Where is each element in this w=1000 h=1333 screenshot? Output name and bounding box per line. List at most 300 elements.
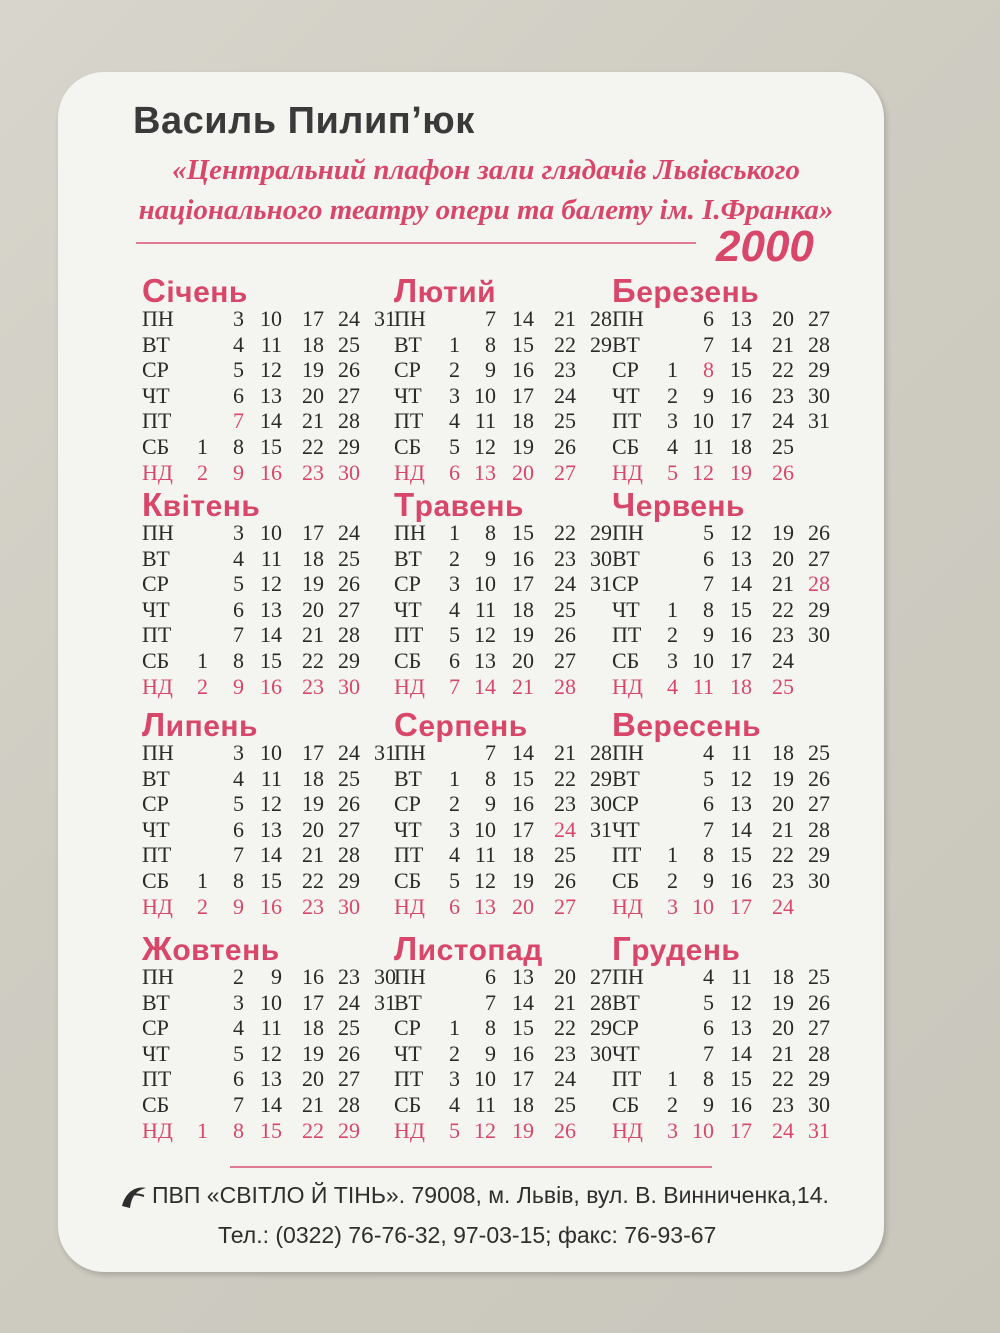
date-cell: 14 (512, 306, 534, 331)
weekday-label: СР (394, 571, 421, 597)
week-row (394, 740, 644, 766)
date-cell: 10 (692, 408, 714, 434)
week-row (142, 306, 396, 332)
date-cell: 8 (485, 1015, 496, 1041)
date-cell: 13 (730, 1015, 752, 1041)
date-cell: 27 (338, 816, 360, 842)
week-row (612, 408, 862, 434)
date-cell: 3 (449, 1066, 460, 1092)
date-cell: 1 (667, 1066, 678, 1092)
date-cell: 12 (730, 989, 752, 1015)
date-cell: 13 (260, 1066, 282, 1092)
date-cell: 4 (449, 408, 460, 434)
date-cell: 13 (512, 964, 534, 989)
date-cell: 23 (302, 459, 324, 485)
week-row (142, 842, 392, 868)
date-cell: 29 (590, 765, 612, 791)
weekday-label: ЧТ (394, 596, 422, 622)
weekday-label: СБ (142, 433, 170, 459)
date-cell: 20 (512, 459, 534, 485)
date-cell: 12 (260, 1040, 282, 1066)
calendar-year: 2000 (716, 222, 814, 271)
date-cell: 3 (233, 520, 244, 545)
week-row (142, 597, 392, 623)
date-cell: 8 (703, 357, 714, 383)
date-cell: 30 (808, 1091, 830, 1117)
month-block (394, 272, 644, 485)
date-cell: 4 (449, 842, 460, 868)
date-cell: 5 (233, 357, 244, 383)
date-cell: 25 (338, 765, 360, 791)
date-cell: 13 (474, 459, 496, 485)
week-row (612, 791, 862, 817)
date-cell: 26 (808, 765, 830, 791)
weekday-label: ПН (394, 306, 426, 331)
date-cell: 30 (808, 867, 830, 893)
month-name: Серпень (394, 706, 528, 743)
date-cell: 1 (449, 1015, 460, 1041)
date-cell: 7 (703, 571, 714, 597)
date-cell: 21 (554, 989, 576, 1015)
date-cell: 4 (233, 545, 244, 571)
weekday-label: ЧТ (612, 816, 640, 842)
date-cell: 29 (338, 1117, 360, 1143)
date-cell: 30 (338, 459, 360, 485)
date-cell: 8 (703, 842, 714, 868)
date-cell: 19 (772, 520, 794, 545)
week-row (612, 1092, 862, 1118)
date-cell: 18 (512, 596, 534, 622)
date-cell: 21 (772, 331, 794, 357)
week-row (142, 332, 392, 358)
week-row (394, 1092, 644, 1118)
date-cell: 12 (692, 459, 714, 485)
date-cell: 6 (233, 1066, 244, 1092)
date-cell: 25 (772, 433, 794, 459)
week-row (394, 1066, 644, 1092)
week-row (394, 894, 644, 920)
date-cell: 4 (233, 765, 244, 791)
month-name: Червень (612, 486, 745, 523)
date-cell: 5 (449, 1117, 460, 1143)
date-cell: 28 (554, 673, 576, 699)
week-row (142, 546, 392, 572)
date-cell: 27 (554, 459, 576, 485)
weekday-label: ВТ (612, 545, 640, 571)
date-cell: 20 (772, 306, 794, 331)
week-row (142, 1015, 392, 1041)
date-cell: 20 (772, 791, 794, 817)
date-cell: 7 (703, 331, 714, 357)
date-cell: 6 (449, 647, 460, 673)
date-cell: 1 (667, 596, 678, 622)
date-cell: 18 (772, 964, 794, 989)
date-cell: 18 (772, 740, 794, 765)
week-row (612, 674, 862, 700)
date-cell: 12 (474, 622, 496, 648)
date-cell: 28 (338, 408, 360, 434)
date-cell: 25 (338, 1015, 360, 1041)
weekday-label: ЧТ (142, 596, 170, 622)
week-row (394, 546, 644, 572)
weekday-label: ВТ (142, 989, 170, 1015)
date-cell: 21 (772, 571, 794, 597)
date-cell: 31 (808, 1117, 830, 1143)
date-cell: 30 (590, 1040, 612, 1066)
date-cell: 12 (730, 520, 752, 545)
date-cell: 7 (485, 306, 496, 331)
date-cell: 21 (772, 816, 794, 842)
weekday-label: ВТ (612, 765, 640, 791)
week-row (612, 332, 862, 358)
date-cell: 21 (512, 673, 534, 699)
date-cell: 25 (338, 545, 360, 571)
weekday-label: ВТ (394, 545, 422, 571)
date-cell: 27 (554, 893, 576, 919)
date-cell: 19 (772, 765, 794, 791)
date-cell: 13 (260, 596, 282, 622)
week-row (612, 964, 862, 990)
date-cell: 21 (772, 1040, 794, 1066)
date-cell: 20 (302, 596, 324, 622)
date-cell: 9 (703, 1091, 714, 1117)
date-cell: 2 (449, 791, 460, 817)
week-row (612, 1015, 862, 1041)
date-cell: 26 (338, 357, 360, 383)
week-row (142, 434, 392, 460)
week-row (142, 766, 392, 792)
date-cell: 26 (808, 989, 830, 1015)
date-cell: 26 (772, 459, 794, 485)
weekday-label: НД (394, 673, 425, 699)
date-cell: 31 (808, 408, 830, 434)
weekday-label: ПН (394, 520, 426, 545)
week-row (142, 817, 392, 843)
date-cell: 11 (730, 740, 752, 765)
weekday-label: ЧТ (612, 596, 640, 622)
date-cell: 9 (485, 791, 496, 817)
date-cell: 23 (772, 622, 794, 648)
week-row (612, 990, 862, 1016)
date-cell: 11 (260, 1015, 282, 1041)
week-row (612, 622, 862, 648)
date-cell: 29 (808, 357, 830, 383)
date-cell: 26 (338, 791, 360, 817)
week-row (142, 1066, 392, 1092)
date-cell: 30 (808, 382, 830, 408)
date-cell: 15 (260, 647, 282, 673)
date-cell: 2 (667, 622, 678, 648)
weekday-label: НД (394, 459, 425, 485)
weekday-label: ЧТ (394, 816, 422, 842)
date-cell: 10 (260, 740, 282, 765)
date-cell: 8 (233, 647, 244, 673)
month-block (142, 486, 392, 699)
week-row (142, 460, 392, 486)
weekday-label: ПН (142, 964, 174, 989)
publisher-logo-icon (118, 1184, 148, 1210)
date-cell: 17 (730, 893, 752, 919)
weekday-label: НД (142, 459, 173, 485)
date-cell: 27 (808, 545, 830, 571)
date-cell: 13 (730, 306, 752, 331)
week-row (142, 408, 392, 434)
date-cell: 24 (772, 893, 794, 919)
date-cell: 11 (474, 596, 496, 622)
month-name: Січень (142, 272, 248, 309)
weekday-label: ПТ (142, 842, 172, 868)
date-cell: 18 (512, 1091, 534, 1117)
weekday-label: НД (142, 893, 173, 919)
week-row (394, 383, 644, 409)
date-cell: 6 (703, 545, 714, 571)
weekday-label: ПТ (612, 622, 642, 648)
date-cell: 28 (590, 989, 612, 1015)
weekday-label: ПТ (142, 408, 172, 434)
date-cell: 17 (512, 816, 534, 842)
month-block (394, 486, 644, 699)
month-block (394, 930, 644, 1143)
date-cell: 15 (512, 331, 534, 357)
date-cell: 22 (772, 842, 794, 868)
date-cell: 19 (512, 433, 534, 459)
month-name: Липень (142, 706, 258, 743)
date-cell: 30 (590, 791, 612, 817)
week-row (394, 571, 644, 597)
date-cell: 11 (692, 673, 714, 699)
week-row (612, 520, 862, 546)
date-cell: 10 (474, 382, 496, 408)
month-block (612, 706, 862, 919)
date-cell: 1 (667, 357, 678, 383)
weekday-label: ПТ (142, 622, 172, 648)
date-cell: 22 (772, 1066, 794, 1092)
date-cell: 11 (692, 433, 714, 459)
publisher-address (118, 1182, 878, 1210)
week-row (612, 546, 862, 572)
weekday-label: ВТ (142, 331, 170, 357)
date-cell: 9 (485, 545, 496, 571)
weekday-label: ПН (612, 306, 644, 331)
weekday-label: СР (612, 571, 639, 597)
month-name: Грудень (612, 930, 741, 967)
date-cell: 15 (730, 596, 752, 622)
date-cell: 11 (260, 765, 282, 791)
date-cell: 28 (590, 740, 612, 765)
date-cell: 15 (512, 765, 534, 791)
weekday-label: СР (612, 357, 639, 383)
weekday-label: ЧТ (612, 1040, 640, 1066)
date-cell: 7 (233, 622, 244, 648)
week-row (612, 571, 862, 597)
date-cell: 21 (302, 1091, 324, 1117)
date-cell: 31 (590, 571, 612, 597)
date-cell: 18 (302, 331, 324, 357)
date-cell: 25 (338, 331, 360, 357)
weekday-label: СР (612, 1015, 639, 1041)
date-cell: 13 (730, 791, 752, 817)
date-cell: 6 (703, 791, 714, 817)
month-block (142, 706, 396, 919)
week-row (612, 357, 862, 383)
date-cell: 30 (808, 622, 830, 648)
date-cell: 4 (703, 964, 714, 989)
weekday-label: ЧТ (142, 382, 170, 408)
weekday-label: ЧТ (394, 1040, 422, 1066)
date-cell: 23 (554, 791, 576, 817)
date-cell: 18 (730, 433, 752, 459)
date-cell: 17 (302, 520, 324, 545)
artwork-title-line1: «Центральний плафон зали глядачів Львівського (172, 154, 800, 186)
date-cell: 19 (512, 867, 534, 893)
date-cell: 25 (554, 596, 576, 622)
weekday-label: ЧТ (142, 1040, 170, 1066)
week-row (394, 791, 644, 817)
date-cell: 16 (512, 545, 534, 571)
week-row (394, 766, 644, 792)
week-row (394, 842, 644, 868)
week-row (142, 520, 392, 546)
date-cell: 18 (512, 408, 534, 434)
date-cell: 29 (338, 433, 360, 459)
date-cell: 3 (233, 306, 244, 331)
date-cell: 10 (260, 989, 282, 1015)
date-cell: 18 (302, 545, 324, 571)
date-cell: 7 (703, 816, 714, 842)
week-row (612, 597, 862, 623)
date-cell: 10 (474, 816, 496, 842)
date-cell: 14 (512, 740, 534, 765)
date-cell: 6 (233, 816, 244, 842)
date-cell: 17 (302, 740, 324, 765)
date-cell: 16 (260, 893, 282, 919)
date-cell: 16 (730, 1091, 752, 1117)
date-cell: 25 (554, 408, 576, 434)
date-cell: 4 (449, 1091, 460, 1117)
week-row (612, 740, 862, 766)
weekday-label: ЧТ (612, 382, 640, 408)
weekday-label: НД (612, 673, 643, 699)
date-cell: 28 (338, 622, 360, 648)
date-cell: 29 (590, 331, 612, 357)
date-cell: 27 (808, 791, 830, 817)
week-row (612, 1041, 862, 1067)
month-name: Лютий (394, 272, 497, 309)
date-cell: 3 (449, 816, 460, 842)
date-cell: 27 (338, 382, 360, 408)
date-cell: 28 (808, 571, 830, 597)
date-cell: 8 (485, 331, 496, 357)
date-cell: 19 (302, 791, 324, 817)
date-cell: 8 (485, 520, 496, 545)
week-row (394, 1118, 644, 1144)
date-cell: 24 (338, 989, 360, 1015)
date-cell: 14 (260, 622, 282, 648)
week-row (394, 332, 644, 358)
date-cell: 27 (338, 1066, 360, 1092)
date-cell: 11 (260, 331, 282, 357)
weekday-label: СБ (394, 867, 422, 893)
date-cell: 6 (485, 964, 496, 989)
weekday-label: ВТ (142, 765, 170, 791)
date-cell: 16 (512, 791, 534, 817)
weekday-label: СБ (612, 1091, 640, 1117)
date-cell: 24 (554, 571, 576, 597)
date-cell: 17 (302, 989, 324, 1015)
date-cell: 9 (233, 893, 244, 919)
weekday-label: СР (142, 791, 169, 817)
weekday-label: ПТ (612, 408, 642, 434)
date-cell: 18 (730, 673, 752, 699)
date-cell: 7 (233, 1091, 244, 1117)
date-cell: 13 (474, 893, 496, 919)
date-cell: 15 (512, 1015, 534, 1041)
week-row (394, 306, 644, 332)
weekday-label: НД (142, 673, 173, 699)
week-row (394, 1015, 644, 1041)
date-cell: 7 (485, 989, 496, 1015)
date-cell: 2 (449, 357, 460, 383)
date-cell: 7 (449, 673, 460, 699)
date-cell: 17 (302, 306, 324, 331)
weekday-label: СР (612, 791, 639, 817)
date-cell: 8 (703, 596, 714, 622)
date-cell: 6 (703, 306, 714, 331)
date-cell: 19 (302, 357, 324, 383)
date-cell: 3 (233, 740, 244, 765)
date-cell: 10 (692, 893, 714, 919)
date-cell: 13 (474, 647, 496, 673)
date-cell: 26 (554, 622, 576, 648)
date-cell: 21 (302, 408, 324, 434)
week-row (142, 648, 392, 674)
date-cell: 16 (260, 459, 282, 485)
date-cell: 11 (474, 1091, 496, 1117)
date-cell: 18 (302, 765, 324, 791)
date-cell: 12 (730, 765, 752, 791)
week-row (394, 460, 644, 486)
date-cell: 22 (302, 1117, 324, 1143)
date-cell: 28 (338, 1091, 360, 1117)
date-cell: 22 (554, 1015, 576, 1041)
weekday-label: СБ (142, 867, 170, 893)
date-cell: 9 (703, 382, 714, 408)
date-cell: 21 (554, 306, 576, 331)
weekday-label: ПН (142, 306, 174, 331)
date-cell: 29 (338, 647, 360, 673)
date-cell: 2 (197, 893, 208, 919)
date-cell: 3 (449, 571, 460, 597)
date-cell: 5 (703, 989, 714, 1015)
week-row (142, 1092, 392, 1118)
date-cell: 7 (233, 842, 244, 868)
date-cell: 31 (590, 816, 612, 842)
date-cell: 9 (703, 622, 714, 648)
date-cell: 3 (667, 408, 678, 434)
date-cell: 19 (772, 989, 794, 1015)
date-cell: 28 (808, 1040, 830, 1066)
week-row (612, 648, 862, 674)
weekday-label: ПН (612, 740, 644, 765)
date-cell: 24 (554, 816, 576, 842)
weekday-label: СБ (142, 647, 170, 673)
weekday-label: ЧТ (142, 816, 170, 842)
weekday-label: НД (394, 1117, 425, 1143)
month-block (142, 930, 396, 1143)
week-row (142, 868, 392, 894)
date-cell: 15 (260, 867, 282, 893)
date-cell: 29 (590, 1015, 612, 1041)
